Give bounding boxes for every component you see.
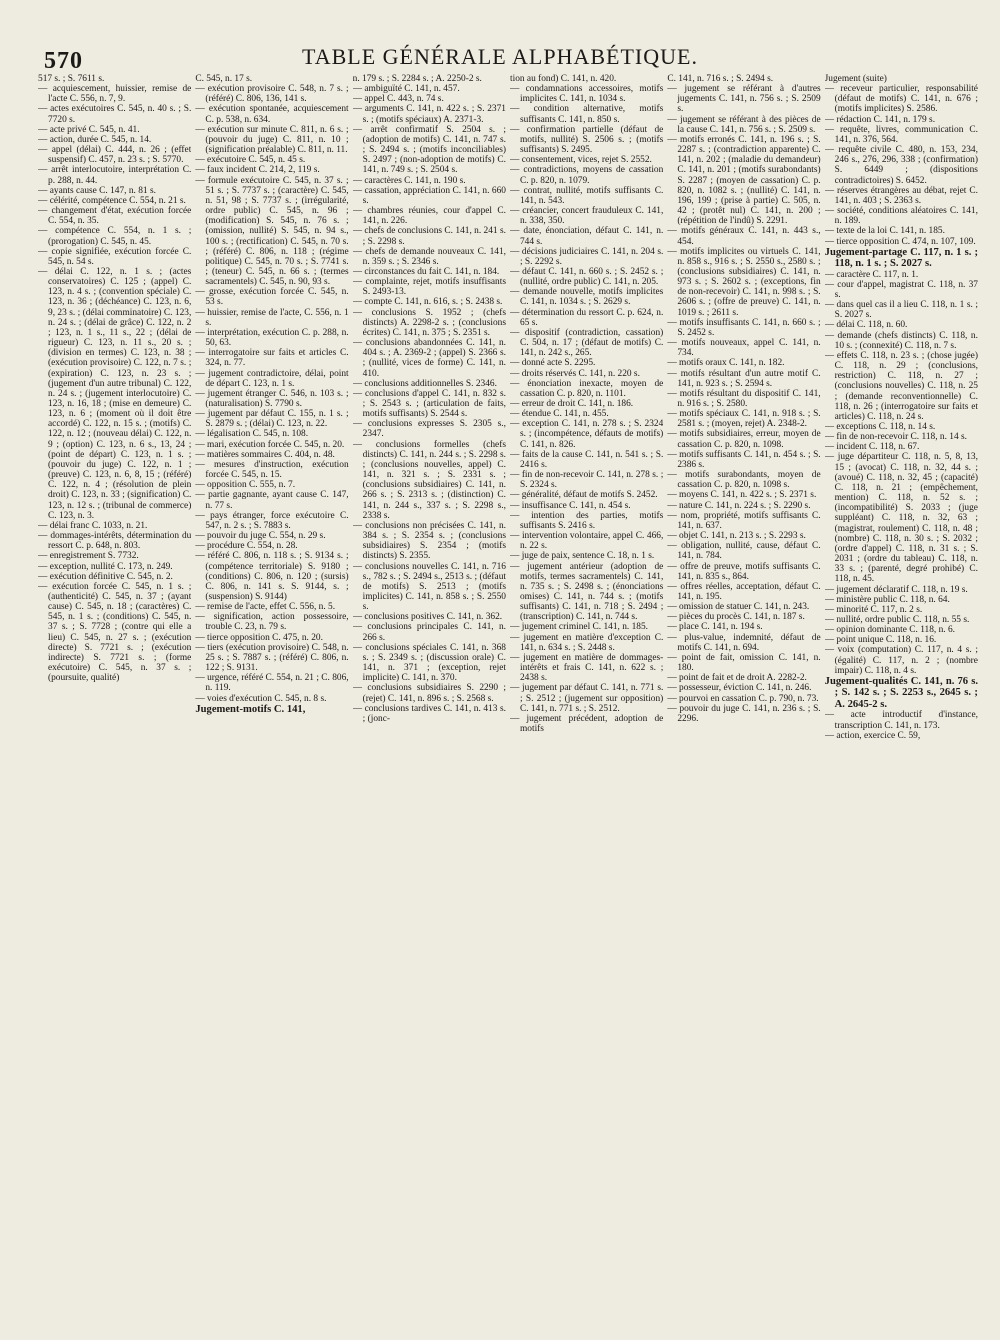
index-entry: — offres réelles, acceptation, défaut C. 141, n. 195. (667, 581, 821, 602)
index-entry: — faits de la cause C. 141, n. 541 s. ; S. 2416 s. (509, 449, 664, 470)
index-entry: — cassation, appréciation C. 141, n. 660 s. (352, 185, 506, 206)
index-entry: — conclusions S. 1952 ; (chefs distincts) A. 2298-2 s. ; (conclusions écrites) C. 141, n. 375 ; S. 2351 s. (352, 307, 506, 338)
index-entry: — pourvoi en cassation C. p. 790, n. 73. (667, 693, 819, 704)
index-entry: — délai franc C. 1033, n. 21. (38, 520, 148, 531)
index-entry: — motifs généraux C. 141, n. 443 s., 454. (667, 226, 821, 247)
index-entry: — actes exécutoires C. 545, n. 40 s. ; S. 7720 s. (38, 104, 192, 125)
index-entry: — délai C. 118, n. 60. (824, 320, 908, 331)
index-entry: — opposition C. 555, n. 7. (195, 480, 296, 491)
index-entry: — circonstances du fait C. 141, n. 184. (352, 266, 500, 277)
index-entry: — pièces du procès C. 141, n. 187 s. (667, 612, 805, 623)
index-entry: — référé C. 806, n. 118 s. ; S. 9134 s. ; (compétence territoriale) S. 9180 ; (conditions) C. 806, n. 120 ; (sursis) C. 806, n. 141 s. S. 9144, s. ; (suspension) S. 9144) (195, 551, 349, 602)
index-entry: — jugement par défaut C. 155, n. 1 s. ; S. 2879 s. ; (délai) C. 123, n. 22. (195, 409, 349, 430)
index-entry: — tierce opposition C. 475, n. 20. (195, 632, 323, 643)
index-entry: — omission de statuer C. 141, n. 243. (667, 602, 810, 613)
index-entry: — interrogatoire sur faits et articles C. 324, n. 77. (195, 348, 349, 369)
index-entry: — objet C. 141, n. 213 s. ; S. 2293 s. (667, 531, 806, 542)
index-entry: — légalisation C. 545, n. 108. (195, 429, 309, 440)
index-entry: — dommages-intérêts, détermination du ressort C. p. 648, n. 803. (38, 531, 192, 552)
index-entry: — requête civile C. 480, n. 153, 234, 246 s., 276, 296, 338 ; (confirmation) S. 6449 ; (dispositions contradictoires) S. 6452. (824, 145, 978, 186)
index-entry: — motifs spéciaux C. 141, n. 918 s. ; S. 2581 s. ; (moyen, rejet) A. 2348-2. (667, 409, 821, 430)
index-entry: — voies d'exécution C. 545, n. 8 s. (195, 693, 327, 704)
index-entry: — incident C. 118, n. 67. (824, 442, 920, 453)
index-entry: — formule exécutoire C. 545, n. 37 s. ; 51 s. ; S. 7737 s. ; (caractère) C. 545, n. 51, 98 ; S. 7737 s. ; (irrégularité, ordre public) C. 545, n. 96 ; (modification) S. 545, n. 76 s. ; (omission, nullité) S. 545, n. 94 s., 100 s. ; (rectification) C. 545, n. 70 s. ; (référé) C. 806, n. 118 ; (régime politique) C. 545, n. 70 s. ; S. 7741 s. ; (teneur) C. 545, n. 66 s. ; (termes sacramentels) C. 545, n. 90, 93 s. (195, 175, 349, 288)
index-entry: — appel (délai) C. 444, n. 26 ; (effet suspensif) C. 457, n. 23 s. ; S. 5770. (38, 145, 192, 166)
index-entry: — caractère C. 117, n. 1. (824, 269, 919, 280)
page-number: 570 (44, 48, 83, 74)
index-entry: — nom, propriété, motifs suffisants C. 141, n. 637. (667, 510, 821, 531)
index-entry: — condition alternative, motifs suffisants C. 141, n. 850 s. (509, 104, 664, 125)
index-entry: C. 141, n. 716 s. ; S. 2494 s. (667, 74, 774, 84)
index-entry: — jugement étranger C. 546, n. 103 s. ; (naturalisation) S. 7790 s. (195, 388, 349, 409)
index-entry: — société, conditions aléatoires C. 141, n. 189. (824, 206, 978, 227)
index-entry: — chefs de conclusions C. 141, n. 241 s. ; S. 2298 s. (352, 226, 506, 247)
index-entry: — place C. 141, n. 194 s. (667, 622, 763, 633)
index-entry: — matières sommaires C. 404, n. 48. (195, 449, 335, 460)
index-entry: — ambiguïté C. 141, n. 457. (352, 84, 460, 95)
index-column-4 (510, 74, 663, 1312)
index-entry: — conclusions spéciales C. 141, n. 368 s. ; S. 2349 s. ; (discussion orale) C. 141, n. 371 ; (exception, rejet implicite) C. 141, n. 370. (352, 642, 506, 684)
index-entry: — insuffisance C. 141, n. 454 s. (509, 500, 631, 511)
index-entry: — cour d'appel, magistrat C. 118, n. 37 s. (824, 279, 978, 300)
index-entry: — receveur particulier, responsabilité (défaut de motifs) C. 141, n. 676 ; (motifs implicites) S. 2586. (824, 84, 978, 115)
index-entry: — motifs erronés C. 141, n. 196 s. ; S. 2287 s. ; (contradiction apparente) C. 141, n. 202 ; (maladie du demandeur) C. 141, n. 201 ; (motifs surabondants) S. 2287 ; (moyen de cassation) C. p. 820, n. 1082 s. ; (nullité) C. 141, n. 196, 199 ; (prise à partie) C. 505, n. 42 ; (protêt nul) C. 141, n. 200 ; (répétition de l'indû) S. 2291. (667, 134, 821, 227)
index-entry: — jugement criminel C. 141, n. 185. (509, 622, 648, 633)
index-entry: — dans quel cas il a lieu C. 118, n. 1 s. ; S. 2027 s. (824, 300, 978, 321)
index-entry: — compétence C. 554, n. 1 s. ; (prorogation) C. 545, n. 45. (38, 226, 192, 247)
index-entry: — offre de preuve, motifs suffisants C. 141, n. 835 s., 864. (667, 561, 821, 582)
index-entry: — urgence, référé C. 554, n. 21 ; C. 806, n. 119. (195, 673, 349, 694)
index-entry: — jugement antérieur (adoption de motifs, termes sacramentels) C. 141, n. 735 s. ; S. 2498 s. ; (énonciations omises) C. 141, n. 744 s. ; (motifs suffisants) C. 141, n. 718 ; S. 2494 ; (transcription) C. 141, n. 744 s. (509, 561, 664, 623)
index-entry: — conclusions subsidiaires S. 2290 ; (rejet) C. 141, n. 896 s. ; S. 2568 s. (352, 683, 506, 704)
index-entry: tion au fond) C. 141, n. 420. (509, 74, 617, 84)
index-column-3 (353, 74, 506, 1312)
index-entry: — énonciation inexacte, moyen de cassation C. p. 820, n. 1101. (509, 378, 664, 399)
index-entry: — condamnations accessoires, motifs implicites C. 141, n. 1034 s. (509, 84, 664, 105)
index-entry: — action, durée C. 545, n. 14. (38, 134, 152, 145)
index-entry: — exécution définitive C. 545, n. 2. (38, 571, 173, 582)
index-entry: — exceptions C. 118, n. 14 s. (824, 422, 936, 432)
index-entry: — nature C. 141, n. 224 s. ; S. 2290 s. (667, 500, 811, 511)
index-entry: — motifs oraux C. 141, n. 182. (667, 358, 785, 369)
index-entry: Jugement (suite) (824, 74, 887, 84)
index-entry: — possesseur, éviction C. 141, n. 246. (667, 683, 812, 694)
index-entry: — jugement déclaratif C. 118, n. 19 s. (824, 584, 968, 595)
index-entry: — exécutoire C. 545, n. 45 s. (195, 155, 306, 166)
index-entry: — arrêt confirmatif S. 2504 s. ; (adoption de motifs) C. 141, n. 747 s. ; S. 2494 s. ; (motifs inconciliables) S. 2497 ; (non-adoption de motifs) C. 141, n. 749 s. ; S. 2504 s. (352, 124, 506, 176)
index-entry: — pays étranger, force exécutoire C. 547, n. 2 s. ; S. 7883 s. (195, 510, 349, 531)
index-entry: — chambres réunies, cour d'appel C. 141, n. 226. (352, 206, 506, 227)
index-entry: — motifs nouveaux, appel C. 141, n. 734. (667, 338, 821, 359)
index-entry: — jugement précédent, adoption de motifs (509, 713, 664, 734)
index-entry: — jugement en matière d'exception C. 141, n. 634 s. ; S. 2448 s. (509, 632, 664, 653)
index-entry: — remise de l'acte, effet C. 556, n. 5. (195, 602, 336, 613)
index-entry: — pouvoir du juge C. 554, n. 29 s. (195, 531, 326, 542)
index-entry: — motifs suffisants C. 141, n. 454 s. ; S. 2386 s. (667, 449, 821, 470)
index-entry: — détermination du ressort C. p. 624, n. 65 s. (509, 307, 664, 328)
index-entry: — motifs implicites ou virtuels C. 141, n. 858 s., 916 s. ; S. 2550 s., 2580 s. ; (conclusions subsidiaires) C. 141, n. 973 s. ; S. 2602 s. ; (exceptions, fin de non-recevoir) C. 141, n. 998 s. ; S. 2606 s. ; (offre de preuve) C. 141, n. 1019 s. ; 2611 s. (667, 246, 821, 318)
index-entry: Jugement-partage C. 117, n. 1 s. ; 118, n. 1 s. ; S. 2027 s. (824, 246, 978, 270)
index-entry: — conclusions positives C. 141, n. 362. (352, 612, 503, 623)
index-entry: — contrat, nullité, motifs suffisants C. 141, n. 543. (509, 185, 664, 206)
index-entry: — procédure C. 554, n. 28. (195, 541, 298, 552)
index-entry: — compte C. 141, n. 616, s. ; S. 2438 s. (352, 297, 503, 308)
index-entry: — signification, action possessoire, trouble C. 23, n. 79 s. (195, 612, 349, 633)
index-entry: — intervention volontaire, appel C. 466, n. 22 s. (509, 531, 664, 552)
index-entry: — acte privé C. 545, n. 41. (38, 124, 140, 135)
index-entry: — faux incident C. 214, 2, 119 s. (195, 165, 320, 176)
index-entry: — motifs insuffisants C. 141, n. 660 s. ; S. 2452 s. (667, 317, 821, 338)
index-entry: — huissier, remise de l'acte, C. 556, n. 1 s. (195, 307, 349, 328)
index-entry: Jugement-motifs C. 141, (195, 703, 306, 715)
index-entry: — pouvoir du juge C. 141, n. 236 s. ; S. 2296. (667, 703, 821, 724)
index-entry: — exécution sur minute C. 811, n. 6 s. ; (pouvoir du juge) C. 811, n. 10 ; (signification préalable) C. 811, n. 11. (195, 124, 349, 156)
index-entry: — conclusions principales C. 141, n. 266 s. (352, 622, 506, 643)
index-entry: — généralité, défaut de motifs S. 2452. (509, 490, 658, 501)
index-entry: — complainte, rejet, motifs insuffisants S. 2493-13. (352, 277, 506, 298)
index-entry: — chefs de demande nouveaux C. 141, n. 359 s. ; S. 2346 s. (352, 246, 506, 267)
index-entry: — moyens C. 141, n. 422 s. ; S. 2371 s. (667, 490, 817, 501)
index-entry: — mari, exécution forcée C. 545, n. 20. (195, 439, 345, 450)
index-entry: — opinion dominante C. 118, n. 6. (824, 625, 956, 636)
index-entry: — point de fait, omission C. 141, n. 180. (667, 652, 821, 674)
index-entry: — point unique C. 118, n. 16. (824, 635, 937, 646)
index-entry: — créancier, concert frauduleux C. 141, n. 338, 350. (509, 206, 664, 227)
index-entry: — arrêt interlocutoire, interprétation C. p. 288, n. 44. (38, 165, 192, 186)
index-entry: — jugement se référant à des pièces de la cause C. 141, n. 756 s. ; S. 2509 s. (667, 114, 821, 135)
index-entry: — fin de non-recevoir C. 118, n. 14 s. (824, 432, 967, 443)
index-entry: — conclusions d'appel C. 141, n. 832 s. ; S. 2543 s. ; (articulation de faits, motifs suffisants) S. 2544 s. (352, 388, 506, 420)
index-entry: — fin de non-recevoir C. 141, n. 278 s. ; S. 2324 s. (509, 470, 664, 491)
index-entry: — conclusions formelles (chefs distincts) C. 141, n. 244 s. ; S. 2298 s. ; (conclusions nouvelles, appel) C. 141, n. 321 s. ; S. 2331 s. ; (conclusions subsidiaires) C. 141, n. 266 s. ; S. 2313 s. ; (distinction) C. 141, n. 244 s., 337 s. ; S. 2298 s., 2338 s. (352, 439, 506, 521)
index-entry: — contradictions, moyens de cassation C. p. 820, n. 1079. (509, 165, 664, 186)
index-entry: — nullité, ordre public C. 118, n. 55 s. (824, 614, 970, 625)
index-entry: — obligation, nullité, cause, défaut C. 141, n. 784. (667, 541, 821, 562)
index-entry: — étendue C. 141, n. 455. (509, 409, 609, 420)
index-entry: — demande nouvelle, motifs implicites C. 141, n. 1034 s. ; S. 2629 s. (509, 287, 664, 308)
index-entry: — texte de la loi C. 141, n. 185. (824, 226, 945, 237)
index-entry: — grosse, exécution forcée C. 545, n. 53 s. (195, 287, 349, 308)
index-columns (38, 74, 978, 1312)
index-entry: — ayants cause C. 147, n. 81 s. (38, 185, 156, 196)
index-entry: — célérité, compétence C. 554, n. 21 s. (38, 195, 186, 206)
index-entry: — minorité C. 117, n. 2 s. (824, 604, 923, 615)
index-entry: — droits réservés C. 141, n. 220 s. (509, 368, 640, 379)
index-entry: — exception, nullité C. 173, n. 249. (38, 561, 173, 572)
index-entry: — délai C. 122, n. 1 s. ; (actes conservatoires) C. 125 ; (appel) C. 123, n. 4 s. ; (convention spéciale) C. 123, n. 36 ; (déchéance) C. 123, n. 6, 9, 23 s. ; (délai comminatoire) C. 123, n. 24 s. ; (délai de grâce) C. 122, n. 2 ; 123, n. 1 s., 11 s., 22 ; (délai de rigueur) C. 123, n. 11 s., 20 s. ; (division en termes) C. 123, n. 38 ; (exécution provisoire) C. 122, n. 7 s. ; (expiration) C. 123, n. 23 s. ; (jugement d'un autre tribunal) C. 122, n. 24 s. ; (jugement interlocutoire) C. 123, n. 16, 18 ; (mise en demeure) C. 123, n. 6 ; (moment où il doit être accordé) C. 122, n. 15 s. ; (motifs) C. 122, n. 12 ; (nouveau délai) C. 122, n. 9 ; (option) C. 123, n. 6 s., 13, 24 ; (point de départ) C. 123, n. 1 s. ; (pouvoir du juge) C. 122, n. 1 ; (preuve) C. 123, n. 6, 8, 15 ; (référé) C. 122, n. 4 ; (résolution de plein droit) C. 123, n. 33 ; (signification) C. 123, n. 12 s. ; (tribunal de commerce) C. 123, n. 3. (38, 266, 192, 521)
index-entry: — confirmation partielle (défaut de motifs, nullité) S. 2506 s. ; (motifs suffisants) S. 2495. (509, 124, 664, 156)
index-entry: — conclusions nouvelles C. 141, n. 716 s., 782 s. ; S. 2494 s., 2513 s. ; (défaut de motifs) S. 2513 ; (motifs implicites) C. 141, n. 858 s. ; S. 2550 s. (352, 561, 506, 613)
index-entry: — changement d'état, exécution forcée C. 554, n. 35. (38, 206, 192, 227)
index-entry: 517 s. ; S. 7611 s. (38, 74, 105, 84)
index-entry: — conclusions abandonnées C. 141, n. 404 s. ; A. 2369-2 ; (appel) S. 2366 s. ; (nullité, vices de forme) C. 141, n. 410. (352, 338, 506, 379)
index-entry: — enregistrement S. 7732. (38, 551, 139, 562)
index-entry: — motifs résultant du dispositif C. 141, n. 916 s. ; S. 2580. (667, 388, 821, 409)
index-column-1 (38, 74, 191, 1312)
index-entry: — point de fait et de droit A. 2282-2. (667, 673, 807, 684)
index-entry: — plus-value, indemnité, défaut de motifs C. 141, n. 694. (667, 632, 821, 653)
index-entry: — consentement, vices, rejet S. 2552. (509, 155, 652, 166)
index-entry: — jugement en matière de dommages-intérêts et frais C. 141, n. 622 s. ; 2438 s. (509, 652, 664, 684)
index-entry: — jugement contradictoire, délai, point de départ C. 123, n. 1 s. (195, 368, 349, 389)
index-entry: — erreur de droit C. 141, n. 186. (509, 399, 634, 409)
index-entry: — action, exercice C. 59, (824, 730, 921, 741)
index-entry: — tierce opposition C. 474, n. 107, 109. (824, 236, 976, 247)
index-entry: — donné acte S. 2295. (509, 358, 596, 369)
index-entry: n. 179 s. ; S. 2284 s. ; A. 2250-2 s. (352, 74, 482, 84)
index-entry: — interprétation, exécution C. p. 288, n. 50, 63. (195, 327, 349, 349)
index-entry: — date, énonciation, défaut C. 141, n. 744 s. (509, 226, 664, 247)
index-entry: — caractères C. 141, n. 190 s. (352, 175, 466, 186)
index-column-2 (195, 74, 348, 1312)
index-entry: — motifs surabondants, moyen de cassation C. p. 820, n. 1098 s. (667, 470, 821, 491)
index-entry: — décisions judiciaires C. 141, n. 204 s. ; S. 2292 s. (509, 246, 664, 267)
index-entry: — conclusions additionnelles S. 2346. (352, 378, 497, 389)
index-entry: — copie signifiée, exécution forcée C. 545, n. 54 s. (38, 246, 192, 267)
index-entry: — demande (chefs distincts) C. 118, n. 10 s. ; (connexité) C. 118, n. 7 s. (824, 330, 978, 351)
index-entry: — arguments C. 141, n. 422 s. ; S. 2371 s. ; (motifs spéciaux) A. 2371-3. (352, 104, 506, 125)
index-entry: — exécution spontanée, acquiescement C. p. 538, n. 634. (195, 104, 349, 125)
index-entry: — requête, livres, communication C. 141, n. 376, 564. (824, 124, 978, 145)
index-entry: — acquiescement, huissier, remise de l'acte C. 556, n. 7, 9. (38, 84, 192, 105)
index-entry: — tiers (exécution provisoire) C. 548, n. 25 s. ; S. 7887 s. ; (référé) C. 806, n. 122 ; S. 9131. (195, 642, 349, 674)
index-entry: — partie gagnante, ayant cause C. 147, n. 77 s. (195, 490, 349, 511)
index-entry: — appel C. 443, n. 74 s. (352, 94, 444, 105)
index-entry: — ministère public C. 118, n. 64. (824, 594, 950, 605)
index-entry: — acte introductif d'instance, transcription C. 141, n. 173. (824, 710, 978, 731)
index-entry: — motifs subsidiaires, erreur, moyen de cassation C. p. 820, n. 1098. (667, 429, 821, 450)
index-entry: — motifs résultant d'un autre motif C. 141, n. 923 s. ; S. 2594 s. (667, 368, 821, 389)
index-entry: — jugement par défaut C. 141, n. 771 s. ; S. 2512 ; (jugement sur opposition) C. 141, n. 771 s. ; S. 2512. (509, 683, 664, 714)
index-entry: — rédaction C. 141, n. 179 s. (824, 114, 936, 125)
index-entry: — dispositif (contradiction, cassation) C. 504, n. 17 ; (défaut de motifs) C. 141, n. 242 s., 265. (509, 327, 664, 359)
index-entry: — effets C. 118, n. 23 s. ; (chose jugée) C. 118, n. 29 ; (conclusions, restriction) C. 118, n. 27 ; (conclusions nouvelles) C. 118, n. 25 ; (demande reconventionnelle) C. 118, n. 26 ; (interrogatoire sur faits et articles) C. 118, n. 24 s. (824, 350, 978, 422)
index-entry: — jugement se référant à d'autres jugements C. 141, n. 756 s. ; S. 2509 s. (667, 84, 821, 115)
index-entry: — défaut C. 141, n. 660 s. ; S. 2452 s. ; (nullité, ordre public) C. 141, n. 205. (509, 266, 664, 288)
running-title: TABLE GÉNÉRALE ALPHABÉTIQUE. (302, 44, 698, 69)
index-entry: — conclusions expresses S. 2305 s., 2347. (352, 419, 506, 440)
index-entry: — intention des parties, motifs suffisants S. 2416 s. (509, 510, 664, 531)
index-column-5 (667, 74, 820, 1312)
index-entry: — exécution provisoire C. 548, n. 7 s. ; (référé) C. 806, 136, 141 s. (195, 84, 349, 105)
index-entry: — voix (computation) C. 117, n. 4 s. ; (égalité) C. 117, n. 2 ; (nombre impair) C. 118, n. 4 s. (824, 645, 978, 676)
index-entry: — conclusions tardives C. 141, n. 413 s. ; (jonc- (352, 703, 506, 724)
index-entry: — juge départiteur C. 118, n. 5, 8, 13, 15 ; (avocat) C. 118, n. 32, 44 s. ; (avoué) C. 118, n. 32, 45 ; (capacité) C. 118, n. 21 ; (empêchement, mention) C. 118, n. 52 s. ; (incompatibilité) S. 2033 ; (juge suppléant) C. 118, n. 32, 63 ; (magistrat, roulement) C. 118, n. 48 ; (nombre) C. 118, n. 30 s. ; S. 2032 ; (ordre d'appel) C. 118, n. 31 s. ; S. 2031 ; (ordre du tableau) C. 118, n. 33 s. ; (parenté, degré prohibé) C. 118, n. 45. (824, 452, 978, 585)
index-column-6 (825, 74, 978, 1312)
index-entry: Jugement-qualités C. 141, n. 76 s. ; S. 142 s. ; S. 2253 s., 2645 s. ; A. 2645-2 s. (824, 675, 978, 710)
index-entry: — conclusions non précisées C. 141, n. 384 s. ; S. 2354 s. ; (conclusions subsidiaires) S. 2354 ; (motifs distincts) S. 2355. (352, 520, 506, 562)
index-entry: — exécution forcée C. 545, n. 1 s. ; (authenticité) C. 545, n. 37 ; (ayant cause) C. 545, n. 18 ; (caractères) C. 545, n. 1 s. ; (conditions) C. 545, n. 37 s. ; S. 7728 ; (contre qui elle a lieu) C. 545, n. 27 s. ; (exécution directe) S. 7721 s. ; (exécution indirecte) S. 7721 s. ; (forme exécutoire) C. 545, n. 37 s. ; (poursuite, qualité) (38, 581, 192, 684)
index-entry: — mesures d'instruction, exécution forcée C. 545, n. 15. (195, 459, 349, 481)
index-entry: C. 545, n. 17 s. (195, 74, 253, 84)
index-entry: — exception C. 141, n. 278 s. ; S. 2324 s. ; (incompétence, défauts de motifs) C. 141, n. 826. (509, 419, 664, 450)
index-entry: — juge de paix, sentence C. 18, n. 1 s. (509, 551, 655, 562)
index-entry: — réserves étrangères au débat, rejet C. 141, n. 403 ; S. 2363 s. (824, 185, 978, 206)
